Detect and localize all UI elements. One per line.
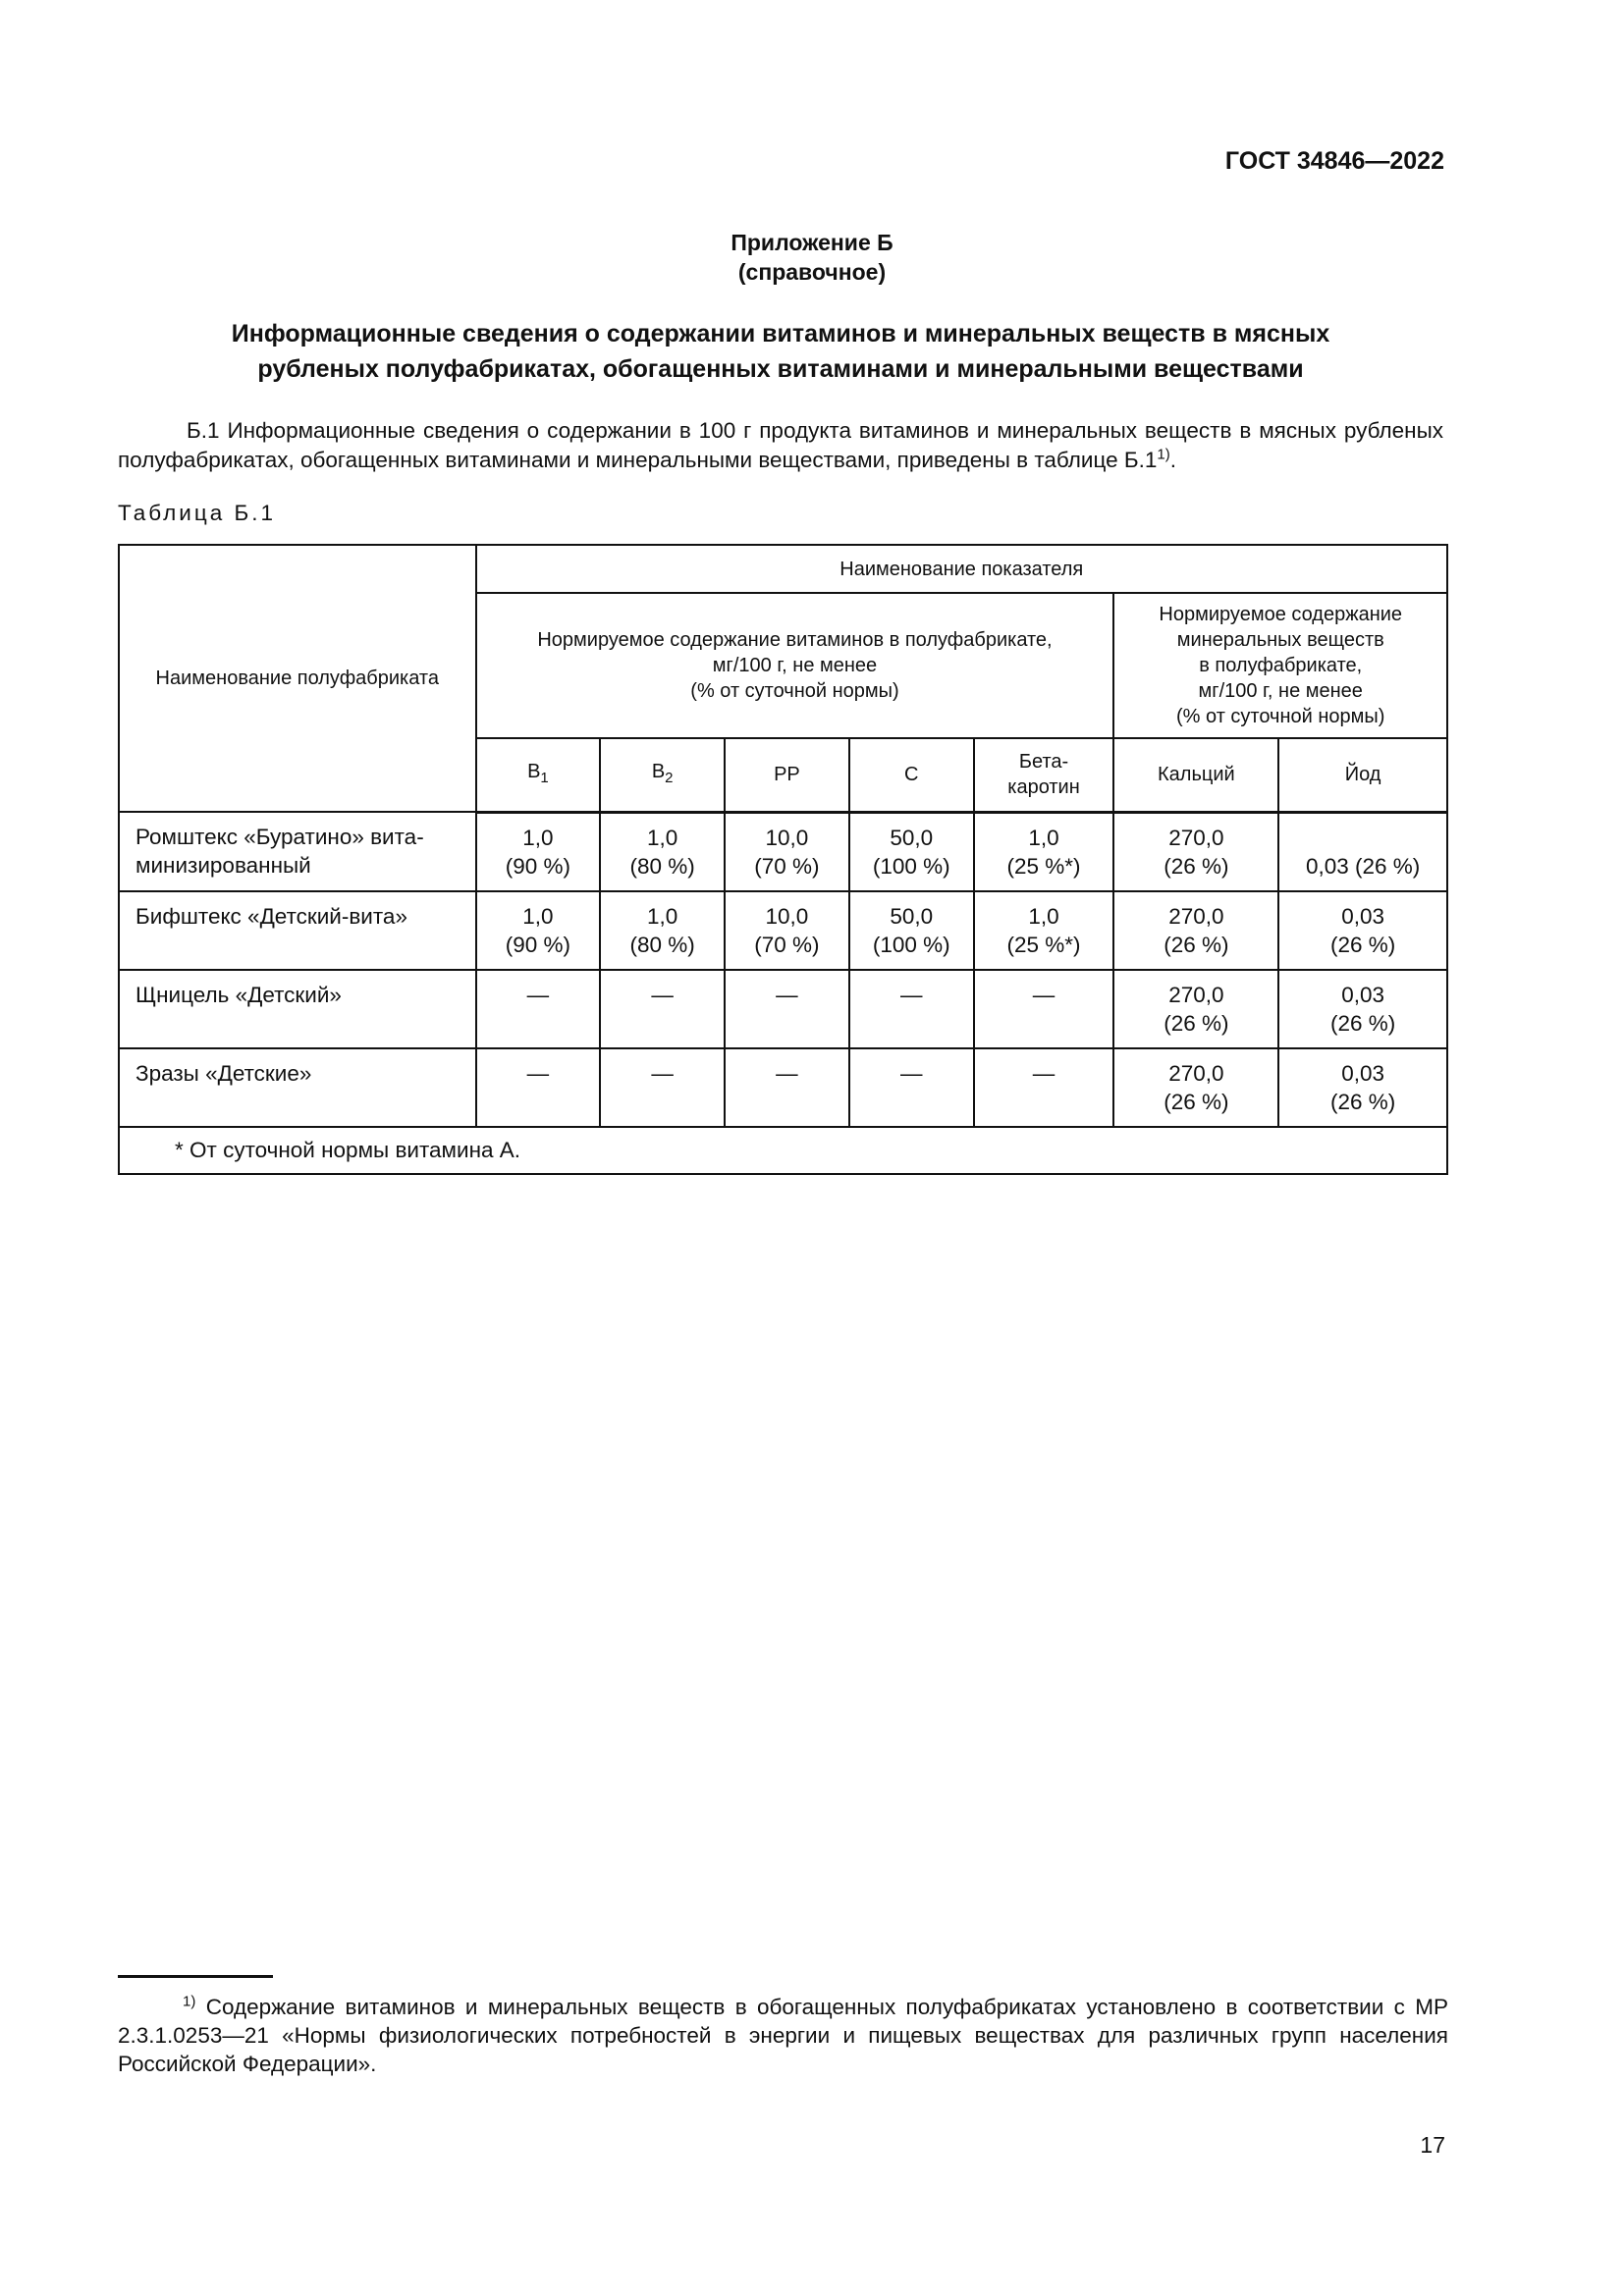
intro-paragraph [118, 416, 1443, 475]
annex-title: Приложение Б [731, 230, 893, 255]
minerals-group-line-5: (% от суточной нормы) [1176, 706, 1385, 727]
footnote-marker: 1) [183, 1993, 196, 2010]
cell-iodine: 0,03 (26 %) [1278, 970, 1447, 1048]
intro-end: . [1169, 448, 1176, 472]
footnote-text: Содержание витаминов и минеральных веществ в обогащенных полуфабрикатах установлено в соответствии с МР 2.3.1.0253—21 «Нормы физиологических потребностей в энергии и пищевых веществах для различных групп населения Российской Федерации». [118, 1995, 1448, 2076]
annex-kind: (справочное) [737, 259, 887, 285]
product-name: Ромштекс «Буратино» вита- минизированный [119, 812, 476, 891]
header-minerals-group [1113, 593, 1447, 738]
cell-b2: — [600, 970, 725, 1048]
cell-iodine: 0,03 (26 %) [1278, 891, 1447, 970]
header-vitamins-group [476, 593, 1114, 738]
annex-caption [0, 228, 1624, 287]
cell-c: — [849, 970, 974, 1048]
heading-line-2: рубленых полуфабрикатах, обогащенных витаминами и минеральными веществами [257, 355, 1304, 383]
vitamins-group-line-2: мг/100 г, не менее [712, 655, 878, 676]
cell-calcium: 270,0 (26 %) [1113, 812, 1278, 891]
page-number: 17 [1420, 2132, 1445, 2158]
minerals-group-line-1: Нормируемое содержание [1159, 604, 1403, 625]
section-heading [118, 316, 1443, 387]
table-row [119, 891, 1447, 970]
cell-b1: 1,0 (90 %) [476, 891, 601, 970]
cell-c: 50,0 (100 %) [849, 891, 974, 970]
cell-c: 50,0 (100 %) [849, 812, 974, 891]
cell-pp: — [725, 970, 849, 1048]
product-name: Щницель «Детский» [119, 970, 476, 1048]
header-b1: $B_1$ [476, 738, 601, 812]
header-c: C [849, 738, 974, 812]
cell-calcium: 270,0 (26 %) [1113, 891, 1278, 970]
vitamins-minerals-table [118, 544, 1448, 1175]
cell-b1: — [476, 1048, 601, 1127]
cell-pp: 10,0 (70 %) [725, 891, 849, 970]
table-row [119, 812, 1447, 891]
minerals-group-line-4: мг/100 г, не менее [1198, 680, 1363, 702]
document-code: ГОСТ 34846—2022 [1224, 147, 1444, 175]
cell-b2: 1,0 (80 %) [600, 812, 725, 891]
table-row [119, 1048, 1447, 1127]
minerals-group-line-2: минеральных веществ [1176, 629, 1384, 651]
footnote-reference: 1) [1157, 446, 1170, 463]
header-product-name: Наименование полуфабриката [119, 545, 476, 812]
cell-c: — [849, 1048, 974, 1127]
cell-beta-carotene: 1,0 (25 %*) [974, 812, 1114, 891]
header-iodine: Йод [1278, 738, 1447, 812]
cell-b2: 1,0 (80 %) [600, 891, 725, 970]
cell-iodine: 0,03 (26 %) [1278, 812, 1447, 891]
cell-pp: 10,0 (70 %) [725, 812, 849, 891]
footnote-separator [118, 1975, 273, 1978]
header-pp: PP [725, 738, 849, 812]
cell-b1: — [476, 970, 601, 1048]
table-row [119, 970, 1447, 1048]
cell-beta-carotene: — [974, 970, 1114, 1048]
minerals-group-line-3: в полуфабрикате, [1199, 655, 1363, 676]
cell-beta-carotene: — [974, 1048, 1114, 1127]
vitamins-group-line-3: (% от суточной нормы) [690, 680, 899, 702]
heading-line-1: Информационные сведения о содержании витаминов и минеральных веществ в мясных [231, 320, 1330, 347]
table-note: * От суточной нормы витамина А. [119, 1127, 1447, 1174]
product-name: Зразы «Детские» [119, 1048, 476, 1127]
product-name: Бифштекс «Детский-вита» [119, 891, 476, 970]
header-b2: $B_2$ [600, 738, 725, 812]
header-calcium: Кальций [1113, 738, 1278, 812]
cell-pp: — [725, 1048, 849, 1127]
cell-beta-carotene: 1,0 (25 %*) [974, 891, 1114, 970]
cell-b2: — [600, 1048, 725, 1127]
cell-calcium: 270,0 (26 %) [1113, 970, 1278, 1048]
header-beta-carotene: Бета- каротин [974, 738, 1114, 812]
intro-text: Б.1 Информационные сведения о содержании в 100 г продукта витаминов и минеральных веществ в мясных рубленых полуфабрикатах, обогащенных витаминами и минеральными веществами, приведены в таблице Б.1 [118, 418, 1443, 472]
header-indicator: Наименование показателя [476, 545, 1447, 593]
cell-b1: 1,0 (90 %) [476, 812, 601, 891]
footnote [118, 1993, 1448, 2078]
vitamins-group-line-1: Нормируемое содержание витаминов в полуфабрикате, [537, 629, 1053, 651]
table-label: Таблица Б.1 [118, 501, 277, 525]
cell-calcium: 270,0 (26 %) [1113, 1048, 1278, 1127]
cell-iodine: 0,03 (26 %) [1278, 1048, 1447, 1127]
